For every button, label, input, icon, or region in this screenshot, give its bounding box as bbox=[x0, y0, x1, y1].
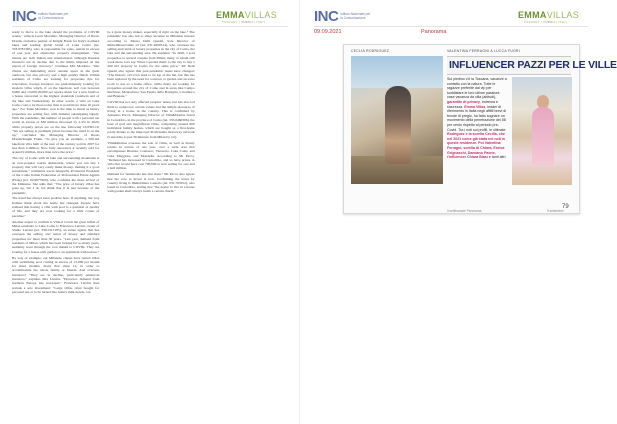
photo-figure bbox=[385, 86, 411, 164]
article-paragraph: The city of Como with its lake and surrounding mountains is an ever-popular tourist destination, where you can buy a property that will very easily make money, making it a good investment," comments Lucia Aleppelli, Provincial President of the Como Italian Federation of Professional Estate Agents (Fiaip) (tel. 02.9677900), who confirms the mass arrival of the Milanese. She adds that: "The price of luxury villas has gone up, but I do not think that it is just because of the pandemic. bbox=[12, 156, 100, 195]
inc-logo-subtitle: Istituto Nazionale per la Comunicazione bbox=[38, 11, 69, 20]
article-paragraph: be a great money maker, especially if right on the lake." The pandemic has also led to sharp increase in Milanese interest according to Mauro Delli Quadri, Sole Director of Immobiliareconme srl (tel. 031.2600314), who oversees the selling and rental of luxury properties in the city of Como, the lake and the surrounding area. He explains: "In 2020, I sold properties to several couples from Milan; many of whom still work there, let's say. When I quoted them: to the city to buy a 200 m2 property in Como for the same price." Mr Delli Quadri also agrees that post-pandemic tastes have changed: "The historic old town used to be top of the list, but this has been replaced by the need for a terrace or garden and an extra room to use as a home office, while many are looking for properties around the city of Como and in areas like Campo Intelvese, Montorfano, San Fermo della Battaglia, Cavallasca and Brunate." bbox=[107, 30, 195, 99]
clip-date: 09.09.2021 bbox=[314, 29, 342, 35]
emma-villas-logo-emma-right: EMMA bbox=[518, 10, 547, 20]
inc-logo bbox=[12, 9, 68, 24]
photo-side-dress bbox=[532, 107, 554, 165]
clip-text-post: , leader di riferimento in Italia negli affitti brevi di tenute di pregio, ha fatto sognare un movimento della penetrazione dei 58 per cento rispetto al periodo pre-Covid. Tra i noti sui profili, le ultimate bbox=[447, 104, 507, 132]
clip-text-highlight-1: garantite di privacy bbox=[447, 99, 480, 104]
article-paragraph: Another expert to confirm is Villa-il Condi the great influx of Milan residents to Lake Como is Francesca Lievini, owner of Studio Lievini (tel. 339.2315185), an estate agents that has overseen the selling and rental of luxury and standard properties for more than 30 years. "Last year, demand from residents of Milan, which has been lacking for so many years, suddenly went through the roof thanks to COVID. They are looking for a house with garden or an apartment with terrace." bbox=[12, 219, 100, 254]
article-column-2 bbox=[107, 30, 194, 296]
clip-section: Panorama bbox=[421, 29, 447, 35]
article-paragraph: Demand for farmsteads has also risen." Mr Pacca also agrees that the vote to invest is now. Confirming the trend for country living is Immobiliare Castello (tel. 031.783252), also based in Cernobbio, stating that "the desire to live in a house with garden shall always retain a certain charm." bbox=[107, 172, 195, 194]
photo-sky bbox=[351, 56, 443, 88]
clip-body-text bbox=[447, 77, 507, 160]
emma-villas-tagline-right: TUSCANY | UMBRIA | ITALY bbox=[524, 20, 568, 24]
header-rule bbox=[12, 26, 288, 27]
inc-logo-word: INC bbox=[12, 8, 37, 25]
article-column-3-empty bbox=[203, 30, 290, 296]
article-body bbox=[12, 30, 290, 296]
emma-villas-logo-emma: EMMA bbox=[216, 10, 245, 20]
left-page bbox=[0, 0, 300, 424]
inc-logo-subtitle-right: Istituto Nazionale per la Comunicazione bbox=[340, 11, 371, 20]
article-paragraph: By way of example, our Milanese clients have rented villas with swimming pool costing in excess of 15,000 per month for three months, many that sleep 12, in order to accommodate the whole family or friends. And overseas investors? "They are in decline, particularly American investors," explains Mrs Lievini. "However, demand from northern Europe has increased." Francesca Lievini then reveals a sole investment: "Large villas, often bought for personal use or to be turned into luxury mini-hotels, can bbox=[12, 255, 100, 294]
photo-cecilia-rodriguez bbox=[351, 49, 443, 184]
article-column-1 bbox=[12, 30, 99, 296]
clip-text-end: e tanti altri. bbox=[487, 155, 507, 160]
article-paragraph: Villa&Domus oversees the sale of villas, as well as luxury rentals in excess of one year, over a wide area that encompasses Brianza, Comasco, Varesotto, Lake Como and Lake Maggiore, and Mondella. According to Mr Pacca, "Demand has increased in Cernobbio, and so have prices. A villa that would have cost 700,000 is now selling for one and a half million. bbox=[107, 140, 195, 171]
emma-villas-tagline: TUSCANY | UMBRIA | ITALY bbox=[222, 20, 266, 24]
photo-valentina-ferragni bbox=[512, 77, 572, 185]
clip-footer-page: 79 bbox=[562, 204, 569, 210]
photo-caption-left: CECLIA RODRIGUEZ bbox=[351, 49, 390, 53]
emma-villas-logo-right bbox=[518, 10, 579, 20]
article-paragraph: The trend has always been positive here. If anything, the way Italians think about the home has changed. People have realised that having a villa with pool is a question of quality of life, and they are now looking for a little corner of paradise." bbox=[12, 196, 100, 218]
emma-villas-logo-villas-right: VILLAS bbox=[546, 10, 580, 20]
article-paragraph: COVID has not only affected peoples' tastes, but has also led them to rediscover certain values and the simple pleasures of living in a house in the country. This is confirmed by Antonino Pacca, Managing Director of Villa&Domus based in Cernobbio, in the province of Como (tel. 335.6460306), the land of golf and magnificent villas, comprising around 600 individual family homes, which are bought as a first-home partly thanks to the improved Proficientia motorway network (Cernobbio is just 30 minutes from Milan by car). bbox=[107, 100, 195, 139]
photo-caption-right: VALENTINA FERRAGNI A LUCCA FUORI bbox=[447, 49, 521, 53]
press-clipping bbox=[343, 44, 617, 214]
headline-box bbox=[447, 56, 617, 75]
clip-headline: INFLUENCER PAZZI PER LE VILLE bbox=[449, 59, 617, 71]
inc-logo-right bbox=[314, 9, 370, 24]
clip-footer-source: Il settimanale Panorama bbox=[447, 209, 482, 213]
clip-text-pre: Sul piedino c'è la Toscana, vacanze a contatto con la natura. Tutte le ragazze preferite dai vip per soddisfare le loro ultime passioni: case vacanza da villa (abitudi), bbox=[447, 77, 507, 100]
right-page bbox=[300, 0, 617, 424]
article-paragraph: ready to move to the lake should the problems of COVID return," reflects Lucia Morabito, Managing Director of Realo Dream, exclusive partner of Knight Frank for Italy's northern lakes and leading global brand of Lake Como (tel. 333.9781395), who is responsible for sales, rentals in excess of one year and alternative property management. "Our clients are both Italian and international, although Russian investors are in decline due to the limits imposed on the export of foreign currency," continues Mrs Morabito. "Our clients are demanding more outside space in the great outdoors, but also privacy and a high quality finish. Within residents of Como are looking for properties ripe for renovation, foreign investors are predominantly looking for modern villas which, if on the lakefront, sell cost between 8,000 and 15,000-20,000 per square meter for a new build or a house renovated to the highest standards (southern end of the lake and Tremezzina). In other words, a villa on Lake Como costs a lot more today than it would have done 10 years ago." For Tania Morabito, now is the time to invest as luxury properties are selling fast, with demand outstripping supply. With the pandemic, the number of people with a personal net worth in excess of $30 million increased by 2.4% in 2020, while property prices are on the rise following COVID-19. "We are selling at premium prices because the trend is on the up," concludes the Managing Director of Realo Dream/Knight Frank. "To give you an example, a 500-m2 lakefront villa built at the turn of the century sold in 2007 for less than 4 million. Now fully renovated, it recently sold for around 9 million, more than twice the price." bbox=[12, 30, 100, 155]
header-rule-right bbox=[314, 26, 588, 27]
emma-villas-logo bbox=[216, 10, 277, 20]
clip-text-highlight-2: Emma Villas bbox=[464, 104, 486, 109]
inc-logo-word-right: INC bbox=[314, 8, 339, 25]
clip-text-mid: , estrema e sicurezza. bbox=[447, 99, 498, 109]
clip-footer-date: 9 settembre bbox=[547, 209, 564, 213]
emma-villas-logo-villas: VILLAS bbox=[244, 10, 278, 20]
clip-text-names: Rodriguez e la sorella Cecilia, che nel 2021 come già stata nei noti in queste residenze. Poi Valentina Ferragni, sorella di Chiara, Enrica Grignaschi, Damiano Paone, l'influencer Chiara Biasi bbox=[447, 132, 506, 160]
